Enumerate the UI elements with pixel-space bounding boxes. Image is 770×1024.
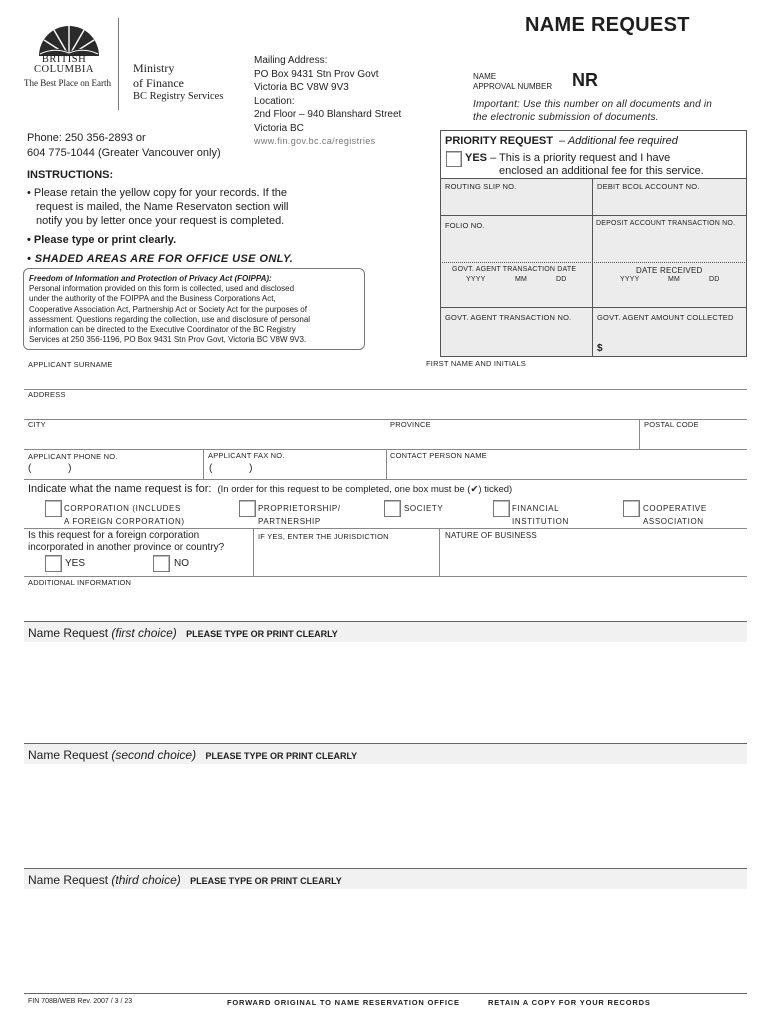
province-label: PROVINCE — [390, 420, 431, 429]
foreign-question-line1: Is this request for a foreign corporation — [28, 530, 200, 541]
proprietorship-checkbox[interactable] — [239, 500, 256, 517]
priority-yes-text-line2: enclosed an additional fee for this service. — [499, 165, 704, 177]
nr-approval-number-input[interactable] — [600, 70, 740, 92]
important-line1: Important: Use this number on all documents and in — [473, 99, 713, 110]
corporation-checkbox[interactable] — [45, 500, 62, 517]
recv-date-yyyy: YYYY — [620, 276, 640, 283]
foippa-line4: assessment. Questions regarding the collection, use and disclosure of personal — [29, 314, 311, 324]
logo-province-line1: BRITISH — [41, 54, 87, 65]
date-received-label: DATE RECEIVED — [636, 266, 703, 275]
financial-label-line1: FINANCIAL — [512, 504, 560, 513]
footer-forward-note: FORWARD ORIGINAL TO NAME RESERVATION OFFICE — [227, 998, 460, 1007]
surname-input[interactable] — [24, 369, 424, 388]
society-label: SOCIETY — [404, 504, 444, 513]
instruction-1-line1: • Please retain the yellow copy for your records. If the — [27, 187, 288, 199]
proprietorship-label-line1: PROPRIETORSHIP/ — [258, 504, 341, 513]
foippa-line6: Services at 250 356-1196, PO Box 9431 Stn Prov Govt, Victoria BC V8W 9V3. — [29, 335, 307, 345]
proprietorship-label-line2: PARTNERSHIP — [258, 517, 321, 526]
priority-fee-note: – Additional fee required — [559, 135, 678, 147]
location-label: Location: — [254, 95, 295, 107]
gov-date-mm: MM — [515, 276, 528, 283]
instruction-2: • Please type or print clearly. — [27, 234, 177, 246]
priority-heading: PRIORITY REQUEST — [445, 135, 553, 147]
foreign-yes-checkbox[interactable] — [45, 555, 62, 572]
registry-website-link[interactable]: www.fin.gov.bc.ca/registries — [254, 136, 376, 146]
priority-yes-checkbox[interactable] — [446, 151, 462, 167]
phone-input[interactable] — [28, 463, 198, 478]
mailing-po-box: PO Box 9431 Stn Prov Govt — [254, 68, 379, 80]
instruction-3: • SHADED AREAS ARE FOR OFFICE USE ONLY. — [27, 253, 294, 265]
phone-paren-open: ( — [28, 463, 32, 474]
instruction-1-line2: request is mailed, the Name Reservaton section will — [36, 201, 289, 213]
ministry-line3: BC Registry Services — [133, 91, 224, 102]
bc-logo — [24, 14, 114, 94]
foippa-line3: Cooperative Association Act, Partnership Act or Society Act for the purposes of — [29, 304, 307, 314]
form-id: FIN 708B/WEB Rev. 2007 / 3 / 23 — [28, 998, 133, 1005]
choice2-prefix: Name Request — [28, 748, 109, 762]
folio-label: FOLIO NO. — [445, 221, 485, 230]
form-title: NAME REQUEST — [525, 14, 690, 36]
financial-label-line2: INSTITUTION — [512, 517, 569, 526]
ministry-line1: Ministry — [133, 61, 175, 75]
contact-label: CONTACT PERSON NAME — [390, 451, 487, 460]
priority-yes-label: YES — [465, 152, 488, 164]
name-choice-2-input[interactable] — [24, 766, 746, 866]
cooperative-checkbox[interactable] — [623, 500, 640, 517]
important-line2: the electronic submission of documents. — [473, 112, 659, 123]
nr-label-line2: APPROVAL NUMBER — [473, 82, 553, 91]
mailing-city-postal: Victoria BC V8W 9V3 — [254, 82, 349, 93]
city-input[interactable] — [24, 430, 384, 448]
first-name-input[interactable] — [426, 369, 746, 388]
mailing-address-label: Mailing Address: — [254, 55, 328, 66]
location-city: Victoria BC — [254, 122, 304, 134]
surname-label: APPLICANT SURNAME — [28, 360, 113, 369]
choice3-label: (third choice) — [111, 873, 181, 887]
society-checkbox[interactable] — [384, 500, 401, 517]
ministry-line2: of Finance — [133, 76, 184, 90]
choice1-instruction: PLEASE TYPE OR PRINT CLEARLY — [186, 629, 338, 639]
nature-of-business-label: NATURE OF BUSINESS — [445, 531, 537, 540]
additional-info-label: ADDITIONAL INFORMATION — [28, 578, 132, 587]
cooperative-label-line1: COOPERATIVE — [643, 504, 707, 513]
phone-label: APPLICANT PHONE NO. — [28, 452, 118, 461]
foreign-question-line2: incorporated in another province or country? — [28, 542, 225, 553]
instructions-heading: INSTRUCTIONS: — [27, 169, 114, 181]
choice3-prefix: Name Request — [28, 873, 109, 887]
postal-label: POSTAL CODE — [644, 420, 699, 429]
foippa-line5: information can be directed to the Executive Coordinator of the BC Registry — [29, 325, 296, 335]
name-choice-1-input[interactable] — [24, 644, 746, 742]
footer-retain-note: RETAIN A COPY FOR YOUR RECORDS — [488, 998, 651, 1007]
foreign-no-label: NO — [174, 558, 189, 569]
address-label: ADDRESS — [28, 390, 66, 399]
phone-paren-close: ) — [68, 463, 72, 474]
gov-amount-label: GOVT. AGENT AMOUNT COLLECTED — [597, 313, 734, 322]
debit-bcol-label: DEBIT BCOL ACCOUNT NO. — [597, 182, 700, 191]
fax-input[interactable] — [209, 463, 379, 478]
instruction-1-line3: notify you by letter once your request is completed. — [36, 215, 285, 227]
phone-line2: 604 775-1044 (Greater Vancouver only) — [27, 147, 221, 159]
province-input[interactable] — [388, 430, 638, 448]
choice2-label: (second choice) — [111, 748, 197, 762]
foreign-yes-label: YES — [65, 558, 86, 569]
corporation-label-line1: CORPORATION (INCLUDES — [64, 504, 181, 513]
logo-slogan: The Best Place on Earth — [24, 78, 111, 88]
gov-txn-no-label: GOVT. AGENT TRANSACTION NO. — [445, 313, 572, 322]
nr-prefix: NR — [572, 70, 598, 90]
fax-paren-close: ) — [249, 463, 253, 474]
foippa-notice-box — [23, 268, 365, 350]
address-input[interactable] — [24, 400, 746, 418]
entity-prompt-note: (In order for this request to be completed, one box must be (✔) ticked) — [217, 484, 513, 495]
jurisdiction-input[interactable] — [256, 543, 436, 575]
foippa-line2: under the authority of the FOIPPA and the Business Corporations Act, — [29, 294, 276, 304]
recv-date-mm: MM — [668, 276, 681, 283]
priority-yes-text-line1: – This is a priority request and I have — [490, 152, 671, 164]
fax-paren-open: ( — [209, 463, 213, 474]
choice2-instruction: PLEASE TYPE OR PRINT CLEARLY — [205, 751, 358, 761]
first-name-label: FIRST NAME AND INITIALS — [426, 359, 526, 368]
foippa-line1: Personal information provided on this form is collected, used and disclosed — [29, 284, 295, 294]
gov-txn-date-label: GOVT. AGENT TRANSACTION DATE — [452, 266, 577, 273]
corporation-label-line2: A FOREIGN CORPORATION) — [64, 517, 185, 526]
name-choice-3-input[interactable] — [24, 891, 746, 991]
additional-info-input[interactable] — [24, 590, 746, 620]
foreign-no-checkbox[interactable] — [153, 555, 170, 572]
nature-of-business-input[interactable] — [443, 543, 746, 575]
fax-label: APPLICANT FAX NO. — [208, 451, 285, 460]
cooperative-label-line2: ASSOCIATION — [643, 517, 704, 526]
foippa-title: Freedom of Information and Protection of Privacy Act (FOIPPA): — [29, 274, 272, 283]
deposit-account-label: DEPOSIT ACCOUNT TRANSACTION NO. — [596, 220, 736, 227]
location-street: 2nd Floor – 940 Blanshard Street — [254, 109, 402, 120]
logo-province-line2: COLUMBIA — [33, 64, 94, 75]
recv-date-dd: DD — [709, 276, 720, 283]
contact-input[interactable] — [390, 463, 746, 478]
entity-prompt: Indicate what the name request is for: — [28, 483, 212, 495]
choice1-label: (first choice) — [111, 626, 177, 640]
postal-code-input[interactable] — [641, 430, 746, 448]
choice3-instruction: PLEASE TYPE OR PRINT CLEARLY — [190, 876, 342, 886]
financial-institution-checkbox[interactable] — [493, 500, 510, 517]
routing-slip-label: ROUTING SLIP NO. — [445, 182, 517, 191]
jurisdiction-label: IF YES, ENTER THE JURISDICTION — [258, 532, 389, 541]
phone-line1: Phone: 250 356-2893 or — [27, 132, 146, 144]
gov-date-yyyy: YYYY — [466, 276, 486, 283]
city-label: CITY — [28, 420, 46, 429]
nr-label-line1: NAME — [473, 72, 497, 81]
choice1-prefix: Name Request — [28, 626, 109, 640]
gov-amount-dollar: $ — [597, 343, 603, 354]
gov-date-dd: DD — [556, 276, 567, 283]
bc-sun-logo-icon — [24, 14, 114, 58]
